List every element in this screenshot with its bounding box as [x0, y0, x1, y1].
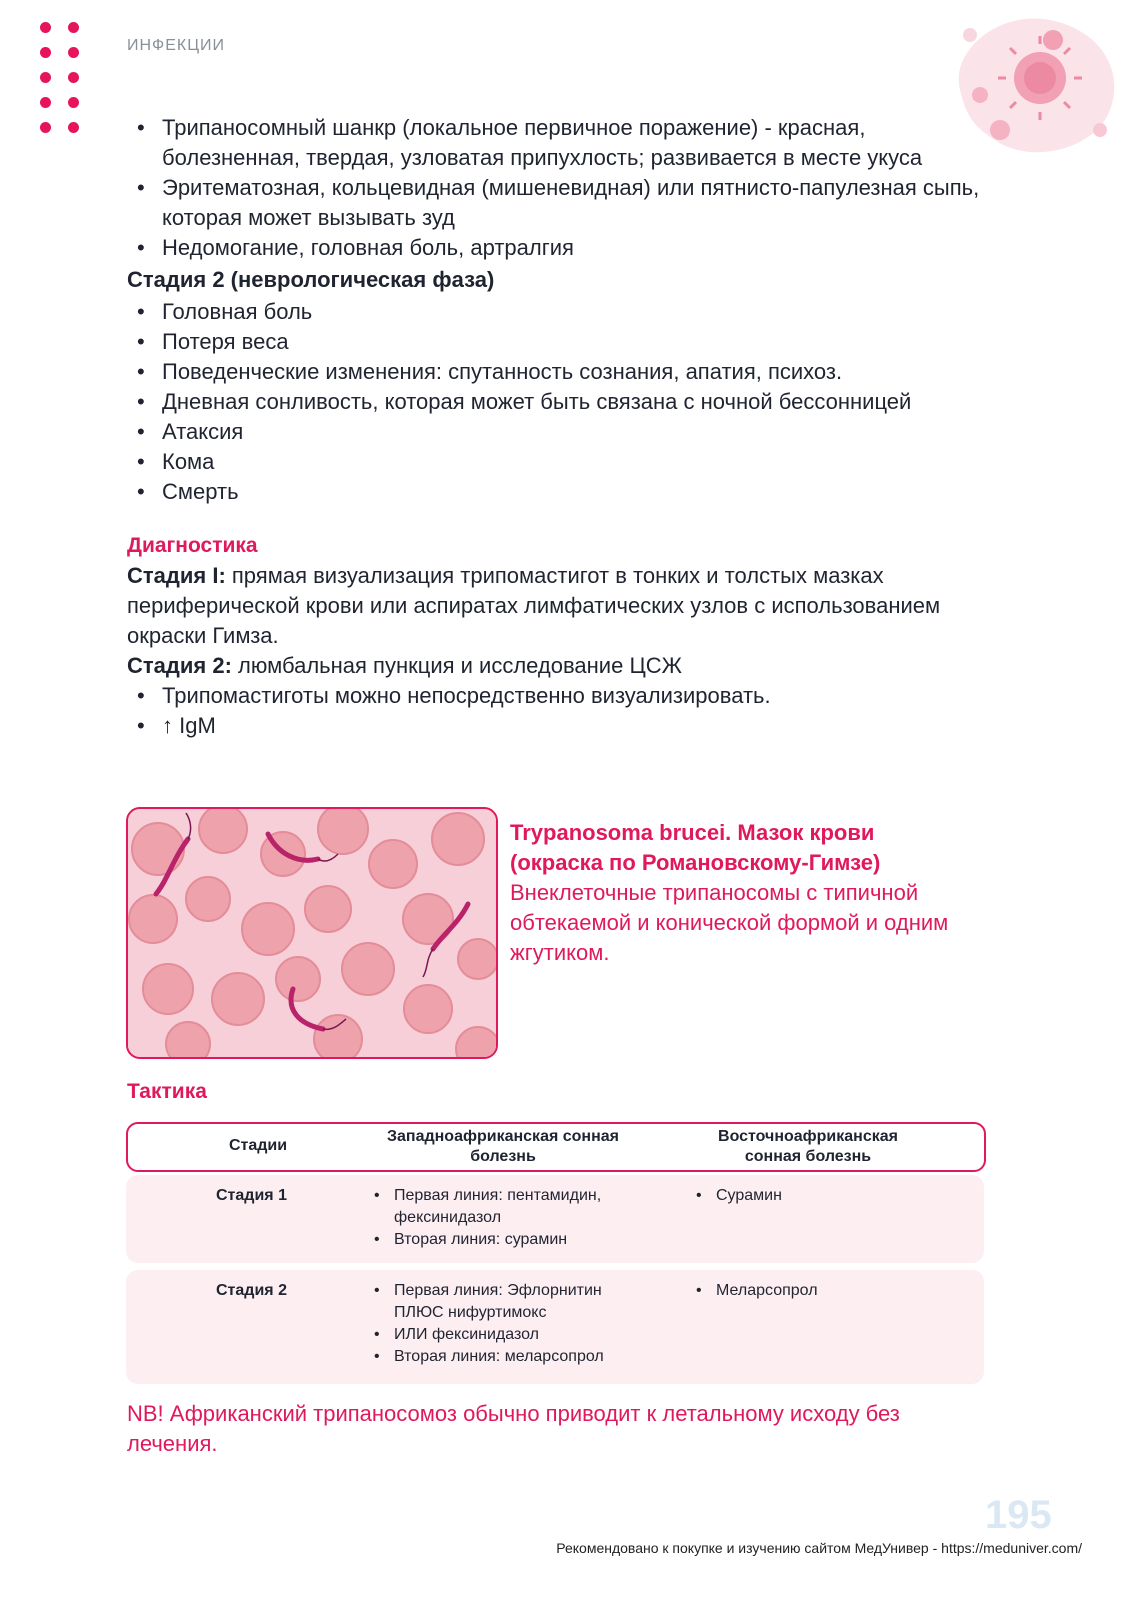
tactics-heading: Тактика — [127, 1080, 207, 1103]
column-header-west: Западноафриканская сонная болезнь — [387, 1128, 619, 1165]
list-item: • Эритематозная, кольцевидная (мишеневидная) или пятнисто-папулезная сыпь, которая может вызывать зуд — [137, 173, 987, 233]
west-treatment-list — [374, 1280, 654, 1368]
list-item: • Смерть — [137, 477, 987, 507]
east-treatment-list — [696, 1185, 956, 1207]
row-stage: Стадия 2 — [216, 1282, 287, 1299]
figure-caption — [510, 818, 950, 968]
list-item: • Вторая линия: сурамин — [374, 1229, 654, 1251]
caption-text: Внеклеточные трипаносомы с типичной обтекаемой и конической формой и одним жгутиком. — [510, 880, 949, 965]
list-item: • Трипомастиготы можно непосредственно визуализировать. — [137, 681, 987, 711]
diagnostics-stage1 — [127, 561, 987, 651]
stage2-label: Стадия 2: — [127, 653, 232, 678]
list-item: • Кома — [137, 447, 987, 477]
caption-title: Trypanosoma brucei. Мазок крови (окраска по Романовскому-Гимзе) — [510, 820, 881, 875]
list-item: • Первая линия: пентамидин, фексинидазол — [374, 1185, 654, 1229]
footer-link-text[interactable]: Рекомендовано к покупке и изучению сайтом МедУнивер - https://meduniver.com/ — [556, 1540, 1082, 1556]
list-item: • Поведенческие изменения: спутанность сознания, апатия, психоз. — [137, 357, 987, 387]
list-item: • Меларсопрол — [696, 1280, 956, 1302]
table-row — [126, 1175, 984, 1263]
list-item: • Первая линия: Эфлорнитин ПЛЮС нифуртимокс — [374, 1280, 654, 1324]
list-item: • Вторая линия: меларсопрол — [374, 1346, 654, 1368]
list-item: • Головная боль — [137, 297, 987, 327]
list-item: • ↑ IgM — [137, 711, 987, 741]
list-item: • Трипаносомный шанкр (локальное первичное поражение) - красная, болезненная, твердая, узловатая припухлость; развивается в месте укуса — [137, 113, 987, 173]
blood-smear-image — [126, 807, 498, 1059]
stage2-text: люмбальная пункция и исследование ЦСЖ — [231, 653, 682, 678]
list-item: • ИЛИ фексинидазол — [374, 1324, 654, 1346]
list-item: • Потеря веса — [137, 327, 987, 357]
diagnostics-list — [127, 681, 987, 741]
list-item: • Дневная сонливость, которая может быть связана с ночной бессонницей — [137, 387, 987, 417]
blood-smear-illustration — [128, 809, 496, 1057]
stage2-heading: Стадия 2 (неврологическая фаза) — [127, 267, 495, 292]
table-row — [126, 1270, 984, 1384]
main-content — [127, 113, 987, 741]
east-treatment-list — [696, 1280, 956, 1302]
table-header — [126, 1122, 986, 1172]
stage1-symptom-list — [127, 113, 987, 263]
stage1-text: прямая визуализация трипомастигот в тонких и толстых мазках периферической крови или аспиратах лимфатических узлов с использованием окраски Гимза. — [127, 563, 941, 648]
section-label: ИНФЕКЦИИ — [127, 37, 226, 54]
diagnostics-heading: Диагностика — [127, 534, 258, 557]
column-header-stages: Стадии — [228, 1137, 288, 1154]
page-number: 195 — [985, 1493, 1052, 1537]
diagnostics-stage2 — [127, 651, 987, 681]
nb-note: NB! Африканский трипаносомоз обычно приводит к летальному исходу без лечения. — [127, 1401, 900, 1456]
list-item: • Атаксия — [137, 417, 987, 447]
stage1-label: Стадия I: — [127, 563, 226, 588]
west-treatment-list — [374, 1185, 654, 1251]
row-stage: Стадия 1 — [216, 1187, 287, 1204]
list-item: • Недомогание, головная боль, артралгия — [137, 233, 987, 263]
stage2-symptom-list — [127, 297, 987, 507]
list-item: • Сурамин — [696, 1185, 956, 1207]
column-header-east: Восточноафриканская сонная болезнь — [718, 1128, 898, 1165]
